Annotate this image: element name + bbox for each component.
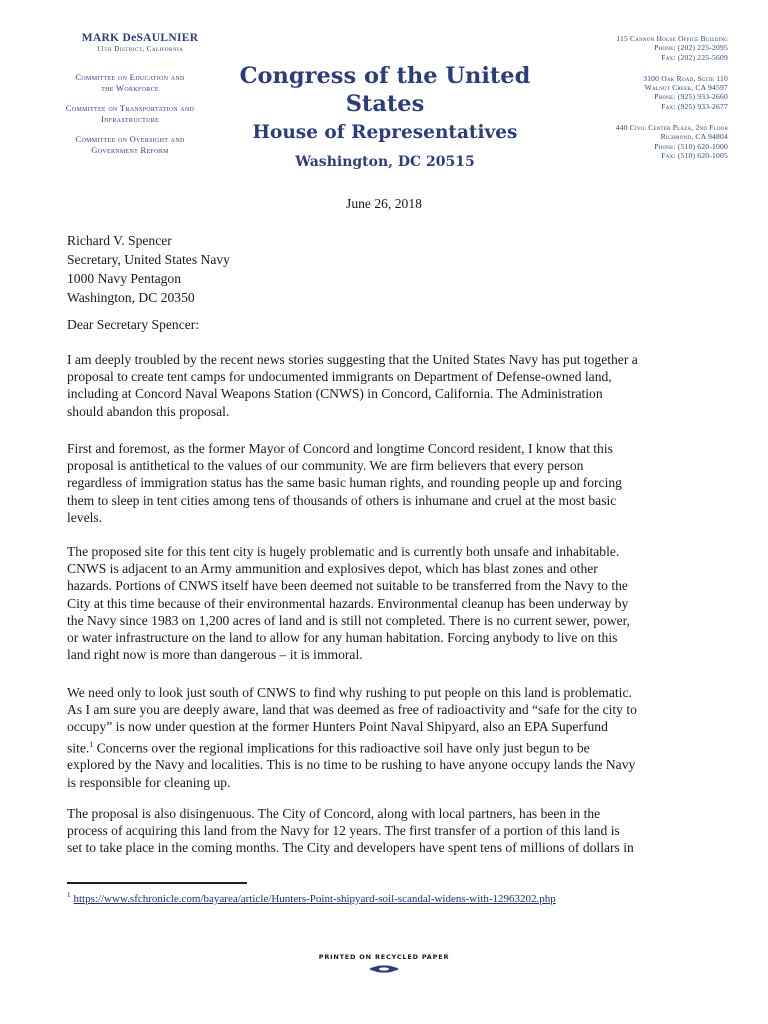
text-line: hazards. Portions of CNWS itself have been deemed not suitable to be transferred from the Navy to the [67,578,628,594]
letter-date: June 26, 2018 [346,196,422,211]
committee-item [40,134,220,155]
committee-item [40,72,220,93]
text-line: As I am sure you are deeply aware, land that was deemed as free of radioactivity and “safe for the city to [67,702,637,718]
text-line: CNWS is adjacent to an Army ammunition and explosives depot, which has blast zones and other [67,561,598,577]
text-fragment: site. [67,740,90,756]
member-name: MARK DeSAULNIER [81,32,199,44]
footnote-number: 1 [67,891,71,899]
office-richmond [528,123,728,160]
office-dc [528,34,728,62]
committee-line: Committee on Education and [75,72,185,82]
office-list [528,34,728,172]
text-line: We need only to look just south of CNWS to find why rushing to put people on this land is problematic. [67,685,632,700]
recipient-line: Richard V. Spencer [67,233,172,248]
text-line: The proposed site for this tent city is hugely problematic and is currently both unsafe and inhabitable. [67,544,620,559]
member-name-block [60,32,220,53]
text-line: should abandon this proposal. [67,403,230,419]
text-fragment: Concerns over the regional implications for this radioactive soil have only just begun to be [93,740,590,756]
office-line: Fax: (925) 933-2677 [661,101,728,111]
text-line: including at Concord Naval Weapons Station (CNWS) in Concord, California. The Administration [67,386,603,402]
body-paragraph [67,440,707,526]
recycle-logo-icon [367,964,401,974]
recipient-line: Washington, DC 20350 [67,290,195,305]
text-line: or water infrastructure on the land to allow for any human habitation. Forcing anybody to live on this [67,630,618,646]
text-line: proposal to create tent camps for undocumented immigrants on Department of Defense-owned land, [67,369,612,385]
committee-list [40,72,220,165]
committee-line: the Workforce [101,82,159,93]
office-line: Richmond, CA 94804 [660,132,728,142]
printed-on-recycled-paper: PRINTED ON RECYCLED PAPER [318,953,450,961]
office-line: Phone: (925) 933-2660 [654,92,728,102]
footnote-ref: 1 [89,739,94,749]
office-line: Fax: (202) 225-5609 [661,52,728,62]
text-line: levels. [67,509,103,525]
recipient-line: Secretary, United States Navy [67,252,230,267]
text-line: The proposal is also disingenuous. The City of Concord, along with local partners, has been in the [67,806,601,821]
office-line: 115 Cannon House Office Building [616,34,728,43]
committee-line: Government Reform [91,144,169,155]
office-line: Walnut Creek, CA 94597 [644,83,728,93]
text-line: land right now is more than dangerous – it is immoral. [67,647,363,663]
body-paragraph [67,684,707,791]
footnote [67,891,556,905]
footnote-link[interactable]: https://www.sfchronicle.com/bayarea/article/Hunters-Point-shipyard-soil-scandal-widens-with-12963202.php [73,892,556,905]
body-paragraph [67,351,707,420]
text-line: proposal is antithetical to the values of our community. We are firm believers that every person [67,458,584,474]
committee-line: Infrastructure [100,113,160,124]
congress-title: Congress of the United States [239,63,531,117]
city-title: Washington, DC 20515 [295,154,475,170]
body-paragraph [67,543,707,663]
text-line: City at this time because of their environmental hazards. Environmental cleanup has been underway by [67,595,629,611]
text-line: process of acquiring this land from the Navy for 12 years. The first transfer of a portion of this land is [67,823,620,839]
committee-item [40,103,220,124]
office-line: Fax: (510) 620-1005 [661,150,728,160]
salutation: Dear Secretary Spencer: [67,317,200,332]
text-line [67,736,707,757]
recipient-line: 1000 Navy Pentagon [67,271,182,286]
committee-line: Committee on Oversight and [75,134,185,144]
office-line: 440 Civic Center Plaza, 2nd Floor [615,123,728,133]
body-paragraph [67,805,707,857]
house-title: House of Representatives [252,122,518,143]
office-line: Phone: (510) 620-1000 [654,141,728,151]
office-line: 3100 Oak Road, Suite 110 [643,73,728,83]
text-line: First and foremost, as the former Mayor of Concord and longtime Concord resident, I know that this [67,441,613,456]
text-line: explored by the Navy and localities. This is no time to be rushing to have anyone occupy lands the Navy [67,757,636,773]
text-line: the Navy since 1983 on 1,200 acres of land and is still not completed. There is no current sewer, power, [67,612,631,628]
footnote-rule [67,882,247,884]
text-line: regardless of immigration status has the same basic human rights, and rounding people up and forcing [67,475,622,491]
text-line: set to take place in the coming months. The City and developers have spent tens of millions of dollars in [67,840,634,856]
recipient-address [67,231,230,307]
office-line: Phone: (202) 225-2095 [654,43,728,53]
text-line: occupy” is now under question at the former Hunters Point Naval Shipyard, also an EPA Superfund [67,719,608,735]
text-line: them to sleep in tent cities among tens of thousands of others is inhumane and cruel at the most basic [67,492,617,508]
member-district: 11th District, California [96,45,184,53]
text-line: is responsible for cleaning up. [67,774,231,790]
office-walnut-creek [528,74,728,111]
committee-line: Committee on Transportation and [65,103,195,113]
congress-header [232,62,538,173]
text-line: I am deeply troubled by the recent news stories suggesting that the United States Navy has put together a [67,352,638,367]
